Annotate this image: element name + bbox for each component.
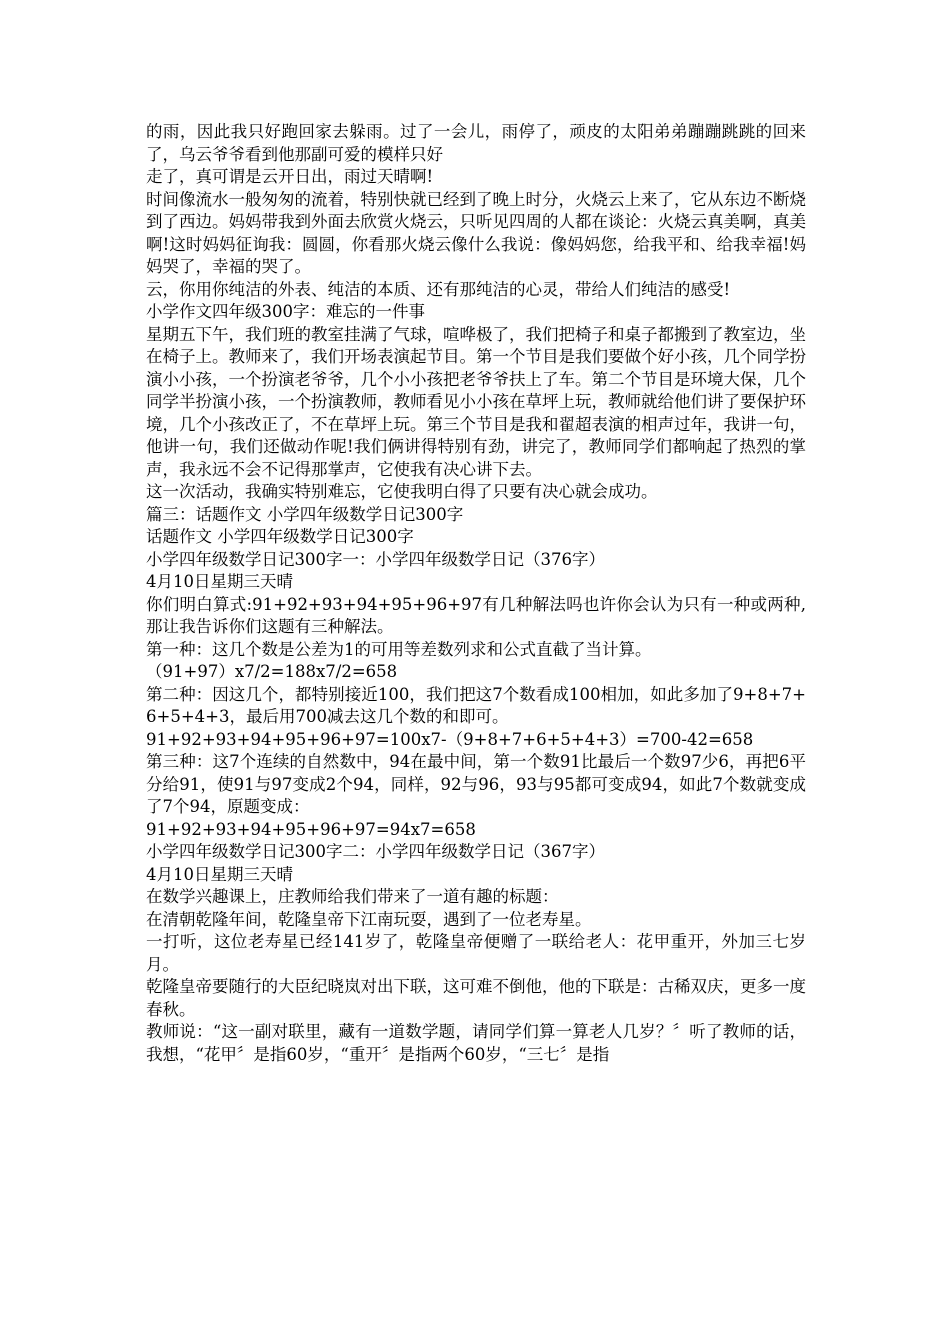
section-heading: 小学四年级数学日记300字一：小学四年级数学日记（376字） bbox=[146, 549, 605, 569]
paragraph: 一打听，这位老寿星已经141岁了，乾隆皇帝便赠了一联给老人：花甲重开，外加三七岁月。 bbox=[146, 932, 806, 974]
paragraph: 走了，真可谓是云开日出，雨过天晴啊! bbox=[146, 167, 434, 186]
date-line: 4月10日星期三天晴 bbox=[146, 864, 293, 884]
paragraph: 第一种：这几个数是公差为1的可用等差数列求和公式直截了当计算。 bbox=[146, 639, 652, 659]
paragraph: 第三种：这7个连续的自然数中，94在最中间，第一个数91比最后一个数97少6，再把6平分给91，使91与97变成2个94，同样，92与96，93与95都可变成94，如此7个数就变成了7个94，原题变成： bbox=[146, 752, 806, 816]
formula-line: 91+92+93+94+95+96+97=100x7-（9+8+7+6+5+4+3）=700-42=658 bbox=[146, 729, 754, 749]
paragraph: 这一次活动，我确实特别难忘，它使我明白得了只要有决心就会成功。 bbox=[146, 482, 658, 501]
paragraph: 的雨，因此我只好跑回家去躲雨。过了一会儿，雨停了，顽皮的太阳弟弟蹦蹦跳跳的回来了，乌云爷爷看到他那副可爱的模样只好 bbox=[146, 122, 806, 164]
paragraph: 星期五下午，我们班的教室挂满了气球，喧哗极了，我们把椅子和桌子都搬到了教室边，坐在椅子上。教师来了，我们开场表演起节目。第一个节目是我们要做个好小孩，几个同学扮演小小孩，一个扮演老爷爷，几个小小孩把老爷爷扶上了车。第二个节目是环境大保，几个同学半扮演小孩，一个扮演教师，教师看见小小孩在草坪上玩，教师就给他们讲了要保护环境，几个小孩改正了，不在草坪上玩。第三个节目是我和翟超表演的相声过年，我讲一句，他讲一句，我们还做动作呢!我们俩讲得特别有劲，讲完了，教师同学们都响起了热烈的掌声，我永远不会不记得那掌声，它使我有决心讲下去。 bbox=[146, 324, 806, 479]
section-heading: 篇三：话题作文 小学四年级数学日记300字 bbox=[146, 504, 464, 524]
date-line: 4月10日星期三天晴 bbox=[146, 572, 293, 591]
paragraph: 在数学兴趣课上，庄教师给我们带来了一道有趣的标题： bbox=[146, 887, 559, 906]
paragraph: 云，你用你纯洁的外表、纯洁的本质、还有那纯洁的心灵，带给人们纯洁的感受! bbox=[146, 279, 731, 299]
paragraph: 你们明白算式:91+92+93+94+95+96+97有几种解法吗也许你会认为只有一种或两种,那让我告诉你们这题有三种解法。 bbox=[146, 594, 806, 636]
paragraph: 在清朝乾隆年间，乾隆皇帝下江南玩耍，遇到了一位老寿星。 bbox=[146, 909, 592, 929]
formula-line: 91+92+93+94+95+96+97=94x7=658 bbox=[146, 819, 476, 839]
document-body bbox=[146, 121, 806, 1066]
section-heading: 小学作文四年级300字：难忘的一件事 bbox=[146, 302, 425, 321]
paragraph: 乾隆皇帝要随行的大臣纪晓岚对出下联，这可难不倒他，他的下联是：古稀双庆，更多一度春秋。 bbox=[146, 977, 806, 1019]
formula-line: （91+97）x7/2=188x7/2=658 bbox=[146, 662, 398, 681]
section-heading: 小学四年级数学日记300字二：小学四年级数学日记（367字） bbox=[146, 842, 605, 861]
section-heading: 话题作文 小学四年级数学日记300字 bbox=[146, 527, 414, 546]
paragraph: 时间像流水一般匆匆的流着，特别快就已经到了晚上时分，火烧云上来了，它从东边不断烧到了西边。妈妈带我到外面去欣赏火烧云，只听见四周的人都在谈论：火烧云真美啊，真美啊!这时妈妈征询我：圆圆，你看那火烧云像什么我说：像妈妈您，给我平和、给我幸福!妈妈哭了，幸福的哭了。 bbox=[146, 189, 806, 276]
paragraph: 第二种：因这几个，都特别接近100，我们把这7个数看成100相加，如此多加了9+8+7+6+5+4+3，最后用700减去这几个数的和即可。 bbox=[146, 684, 806, 726]
paragraph: 教师说：“这一副对联里，藏有一道数学题，请同学们算一算老人几岁？〞听了教师的话，我想，“花甲〞是指60岁，“重开〞是指两个60岁，“三七〞是指 bbox=[146, 1022, 806, 1064]
